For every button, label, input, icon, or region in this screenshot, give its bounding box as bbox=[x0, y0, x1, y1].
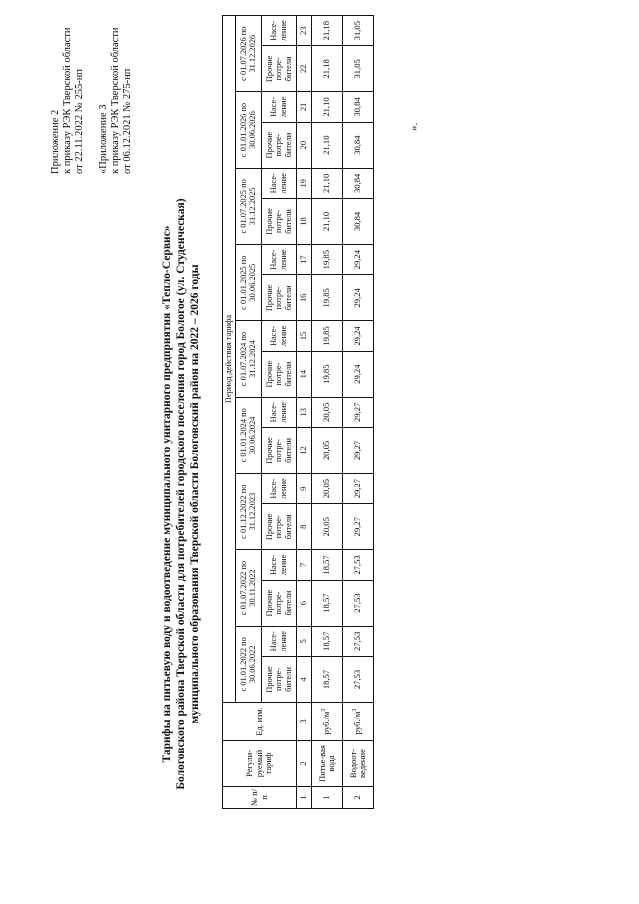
header-tariff: Регули-руемый тариф bbox=[223, 741, 297, 787]
column-number: 9 bbox=[297, 474, 312, 504]
header-population: Насе-ление bbox=[261, 474, 297, 504]
tariff-value: 29,24 bbox=[343, 275, 374, 321]
unit-exponent: 3 bbox=[321, 708, 328, 712]
tariff-value: 18,57 bbox=[312, 580, 343, 626]
header-other-consumers: Прочие потре-бители bbox=[261, 122, 297, 168]
header-population: Насе-ление bbox=[261, 245, 297, 275]
column-number: 20 bbox=[297, 122, 312, 168]
column-number: 15 bbox=[297, 321, 312, 351]
header-population: Насе-ление bbox=[261, 550, 297, 580]
tariff-value: 20,05 bbox=[312, 397, 343, 427]
column-number: 13 bbox=[297, 397, 312, 427]
tariff-value: 27,53 bbox=[343, 580, 374, 626]
tariff-value: 29,27 bbox=[343, 427, 374, 473]
tariff-value: 31,05 bbox=[343, 46, 374, 92]
title-line: Бологовского района Тверской области для потребителей городского поселения город Бологое (ул. Студенческая) bbox=[175, 198, 187, 790]
column-number: 18 bbox=[297, 198, 312, 244]
header-unit: Ед. изм. bbox=[223, 703, 297, 741]
row-tariff-name: Водоот-ведение bbox=[343, 741, 374, 787]
column-number: 22 bbox=[297, 46, 312, 92]
tariff-value: 21,10 bbox=[312, 122, 343, 168]
header-period-range: с 01.01.2025 по 30.06.2025 bbox=[235, 245, 261, 321]
tariff-value: 29,24 bbox=[343, 245, 374, 275]
column-number: 8 bbox=[297, 504, 312, 550]
row-unit bbox=[312, 703, 343, 741]
unit-exponent: 3 bbox=[352, 708, 359, 712]
appendix-line: от 06.12.2021 № 275-нп bbox=[122, 68, 133, 174]
tariff-value: 18,57 bbox=[312, 550, 343, 580]
column-number: 3 bbox=[297, 703, 312, 741]
column-number: 7 bbox=[297, 550, 312, 580]
tariff-value: 21,10 bbox=[312, 168, 343, 198]
appendix-reference bbox=[50, 4, 134, 174]
tariff-value: 30,84 bbox=[343, 122, 374, 168]
header-period-range: с 01.07.2025 по 31.12.2025 bbox=[235, 168, 261, 244]
appendix-line: «Приложение 3 bbox=[98, 104, 109, 174]
tariff-value: 19,85 bbox=[312, 245, 343, 275]
row-number: 1 bbox=[312, 787, 343, 809]
header-other-consumers: Прочие потре-бители bbox=[261, 656, 297, 702]
tariff-value: 29,27 bbox=[343, 474, 374, 504]
appendix-line: Приложение 2 bbox=[50, 109, 61, 174]
header-other-consumers: Прочие потре-бители bbox=[261, 46, 297, 92]
column-number: 21 bbox=[297, 92, 312, 122]
header-other-consumers: Прочие потре-бители bbox=[261, 427, 297, 473]
column-number: 1 bbox=[297, 787, 312, 809]
header-population: Насе-ление bbox=[261, 92, 297, 122]
spacer bbox=[86, 4, 98, 174]
header-period-range: с 01.01.2022 по 30.06.2022 bbox=[235, 626, 261, 702]
header-number: № п/п bbox=[223, 787, 297, 809]
closing-quote: ». bbox=[408, 122, 420, 131]
tariff-value: 18,57 bbox=[312, 626, 343, 656]
unit-text: руб./м bbox=[352, 711, 363, 735]
column-number: 17 bbox=[297, 245, 312, 275]
header-period-range: с 01.07.2024 по 31.12.2024 bbox=[235, 321, 261, 397]
column-number: 4 bbox=[297, 656, 312, 702]
column-number: 5 bbox=[297, 626, 312, 656]
tariff-value: 27,53 bbox=[343, 626, 374, 656]
header-period-range: с 01.01.2024 по 30.06.2024 bbox=[235, 397, 261, 473]
appendix-line: от 22.11.2022 № 255-нп bbox=[74, 69, 85, 174]
unit-text: руб./м bbox=[321, 711, 332, 735]
appendix-line: к приказу РЭК Тверской области bbox=[62, 27, 73, 174]
row-number: 2 bbox=[343, 787, 374, 809]
title-line: муниципального образования Тверской области Бологовский район на 2022 – 2026 годы bbox=[189, 264, 201, 724]
tariff-value: 19,85 bbox=[312, 275, 343, 321]
column-number: 16 bbox=[297, 275, 312, 321]
tariff-value: 21,18 bbox=[312, 46, 343, 92]
column-number: 2 bbox=[297, 741, 312, 787]
header-other-consumers: Прочие потре-бители bbox=[261, 351, 297, 397]
tariff-value: 19,85 bbox=[312, 351, 343, 397]
tariff-value: 29,27 bbox=[343, 397, 374, 427]
header-other-consumers: Прочие потре-бители bbox=[261, 198, 297, 244]
header-population: Насе-ление bbox=[261, 16, 297, 46]
appendix-line: к приказу РЭК Тверской области bbox=[110, 27, 121, 174]
column-number: 12 bbox=[297, 427, 312, 473]
row-tariff-name: Питье-вая вода bbox=[312, 741, 343, 787]
tariff-value: 30,84 bbox=[343, 198, 374, 244]
tariff-value: 29,27 bbox=[343, 504, 374, 550]
header-period-range: с 01.12.2022 по 31.12.2023 bbox=[235, 474, 261, 550]
tariff-value: 19,85 bbox=[312, 321, 343, 351]
tariff-value: 21,18 bbox=[312, 16, 343, 46]
tariff-value: 30,84 bbox=[343, 168, 374, 198]
column-number: 19 bbox=[297, 168, 312, 198]
tariff-value: 20,05 bbox=[312, 427, 343, 473]
header-period-range: с 01.07.2026 по 31.12.2026 bbox=[235, 16, 261, 92]
table-row bbox=[312, 16, 343, 809]
tariff-value: 20,05 bbox=[312, 474, 343, 504]
row-unit bbox=[343, 703, 374, 741]
tariff-value: 21,10 bbox=[312, 92, 343, 122]
tariff-value: 31,05 bbox=[343, 16, 374, 46]
table-row bbox=[343, 16, 374, 809]
header-population: Насе-ление bbox=[261, 626, 297, 656]
tariff-value: 20,05 bbox=[312, 504, 343, 550]
header-population: Насе-ление bbox=[261, 397, 297, 427]
tariff-value: 27,53 bbox=[343, 550, 374, 580]
tariff-value: 18,57 bbox=[312, 656, 343, 702]
tariff-value: 29,24 bbox=[343, 351, 374, 397]
header-period-range: с 01.01.2026 по 30.06.2026 bbox=[235, 92, 261, 168]
tariff-value: 27,53 bbox=[343, 656, 374, 702]
header-population: Насе-ление bbox=[261, 321, 297, 351]
tariff-table bbox=[222, 15, 374, 809]
header-population: Насе-ление bbox=[261, 168, 297, 198]
title-line: Тарифы на питьевую воду и водоотведение муниципального унитарного предприятия «Тепло-Сервис» bbox=[161, 225, 173, 763]
column-number: 6 bbox=[297, 580, 312, 626]
tariff-value: 29,24 bbox=[343, 321, 374, 351]
header-other-consumers: Прочие потре-бители bbox=[261, 580, 297, 626]
header-period: Период действия тарифа bbox=[223, 16, 236, 703]
document-title bbox=[160, 154, 202, 834]
header-period-range: с 01.07.2022 по 30.11.2022 bbox=[235, 550, 261, 626]
tariff-value: 30,84 bbox=[343, 92, 374, 122]
column-number: 23 bbox=[297, 16, 312, 46]
column-number: 14 bbox=[297, 351, 312, 397]
header-other-consumers: Прочие потре-бители bbox=[261, 275, 297, 321]
header-other-consumers: Прочие потре-бители bbox=[261, 504, 297, 550]
tariff-value: 21,10 bbox=[312, 198, 343, 244]
